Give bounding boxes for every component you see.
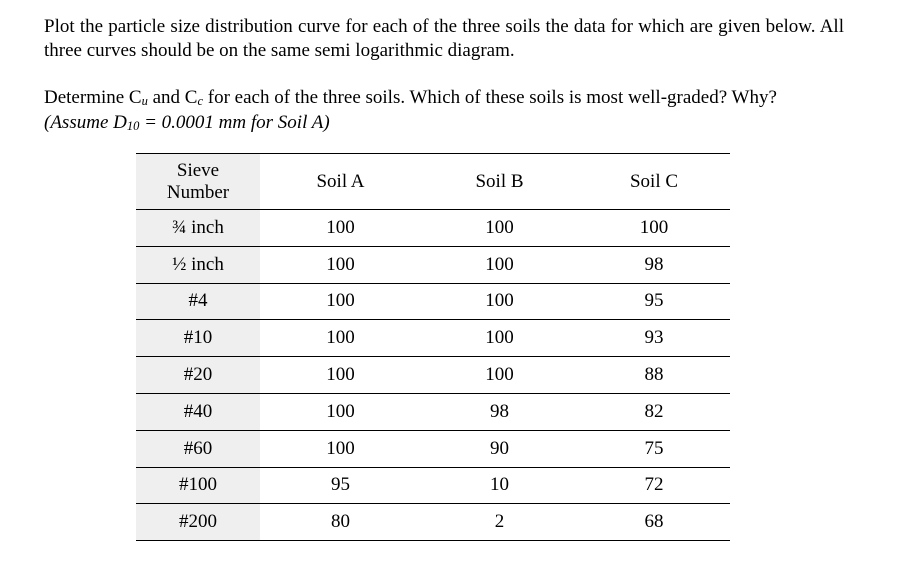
cell-soil-b: 2 xyxy=(494,511,505,533)
cell-soil-a: 95 xyxy=(331,474,350,496)
cell-sieve: #4 xyxy=(136,283,260,320)
question-text-3: for each of the three soils. Which of these soils is most well-graded? Why? xyxy=(203,87,777,108)
table-row xyxy=(136,357,730,394)
header-soil-c: Soil C xyxy=(629,170,679,192)
cell-sieve: #40 xyxy=(136,393,260,430)
table-row xyxy=(136,430,730,467)
cell-soil-a: 100 xyxy=(326,364,355,386)
cell-soil-b: 100 xyxy=(485,216,514,238)
cell-soil-c: 82 xyxy=(644,400,664,422)
cell-soil-c: 68 xyxy=(644,511,664,533)
cell-sieve: #60 xyxy=(136,430,260,467)
cell-soil-c: 100 xyxy=(639,216,669,238)
table-row xyxy=(136,283,730,320)
assumption-note xyxy=(44,112,330,133)
question-text-1: Determine C xyxy=(44,87,142,108)
cell-soil-a: 80 xyxy=(331,511,350,533)
cell-sieve: ½ inch xyxy=(136,246,260,283)
header-soil-b: Soil B xyxy=(475,170,524,192)
problem-paragraph-1: Plot the particle size distribution curve for each of the three soils the data for which are given below. All three curves should be on the same semi logarithmic diagram. xyxy=(44,16,844,61)
table-row xyxy=(136,393,730,430)
cell-soil-c: 72 xyxy=(644,474,664,496)
cell-soil-a: 100 xyxy=(326,437,355,459)
cell-soil-c: 75 xyxy=(644,437,664,459)
cell-soil-a: 100 xyxy=(326,290,355,312)
header-sieve-number xyxy=(136,154,260,210)
cell-sieve: #20 xyxy=(136,357,260,394)
question-text-2: and C xyxy=(147,87,198,108)
header-sieve-line1: Sieve xyxy=(176,159,220,181)
header-soil-a: Soil A xyxy=(316,170,365,192)
cell-soil-b: 100 xyxy=(485,364,514,386)
table-row xyxy=(136,246,730,283)
cell-sieve: ¾ inch xyxy=(136,210,260,247)
cell-soil-c: 93 xyxy=(644,327,664,349)
cell-soil-c: 88 xyxy=(644,364,664,386)
cell-soil-c: 95 xyxy=(644,290,664,312)
cell-soil-a: 100 xyxy=(326,327,355,349)
cell-soil-b: 90 xyxy=(490,437,509,459)
cell-sieve: #200 xyxy=(136,504,260,541)
cell-soil-b: 100 xyxy=(485,290,514,312)
cell-soil-c: 98 xyxy=(644,253,664,275)
assumption-text-1: (Assume D xyxy=(44,112,127,133)
cu-subscript: u xyxy=(141,94,148,108)
cell-soil-b: 10 xyxy=(490,474,509,496)
cell-soil-b: 98 xyxy=(490,400,509,422)
table-row xyxy=(136,504,730,541)
header-sieve-line2: Number xyxy=(166,181,230,203)
cell-soil-a: 100 xyxy=(326,216,355,238)
table-row xyxy=(136,210,730,247)
cell-soil-a: 100 xyxy=(326,253,355,275)
assumption-text-2: = 0.0001 mm for Soil A) xyxy=(139,112,330,133)
table-row xyxy=(136,467,730,504)
cc-subscript: c xyxy=(197,94,204,108)
cell-soil-a: 100 xyxy=(326,400,355,422)
problem-paragraph-2 xyxy=(44,86,844,136)
table-header-row xyxy=(136,154,730,210)
table-row xyxy=(136,320,730,357)
cell-sieve: #10 xyxy=(136,320,260,357)
cell-sieve: #100 xyxy=(136,467,260,504)
cell-soil-b: 100 xyxy=(485,253,514,275)
d10-subscript: 10 xyxy=(126,119,140,133)
sieve-analysis-table xyxy=(136,153,730,541)
cell-soil-b: 100 xyxy=(485,327,514,349)
